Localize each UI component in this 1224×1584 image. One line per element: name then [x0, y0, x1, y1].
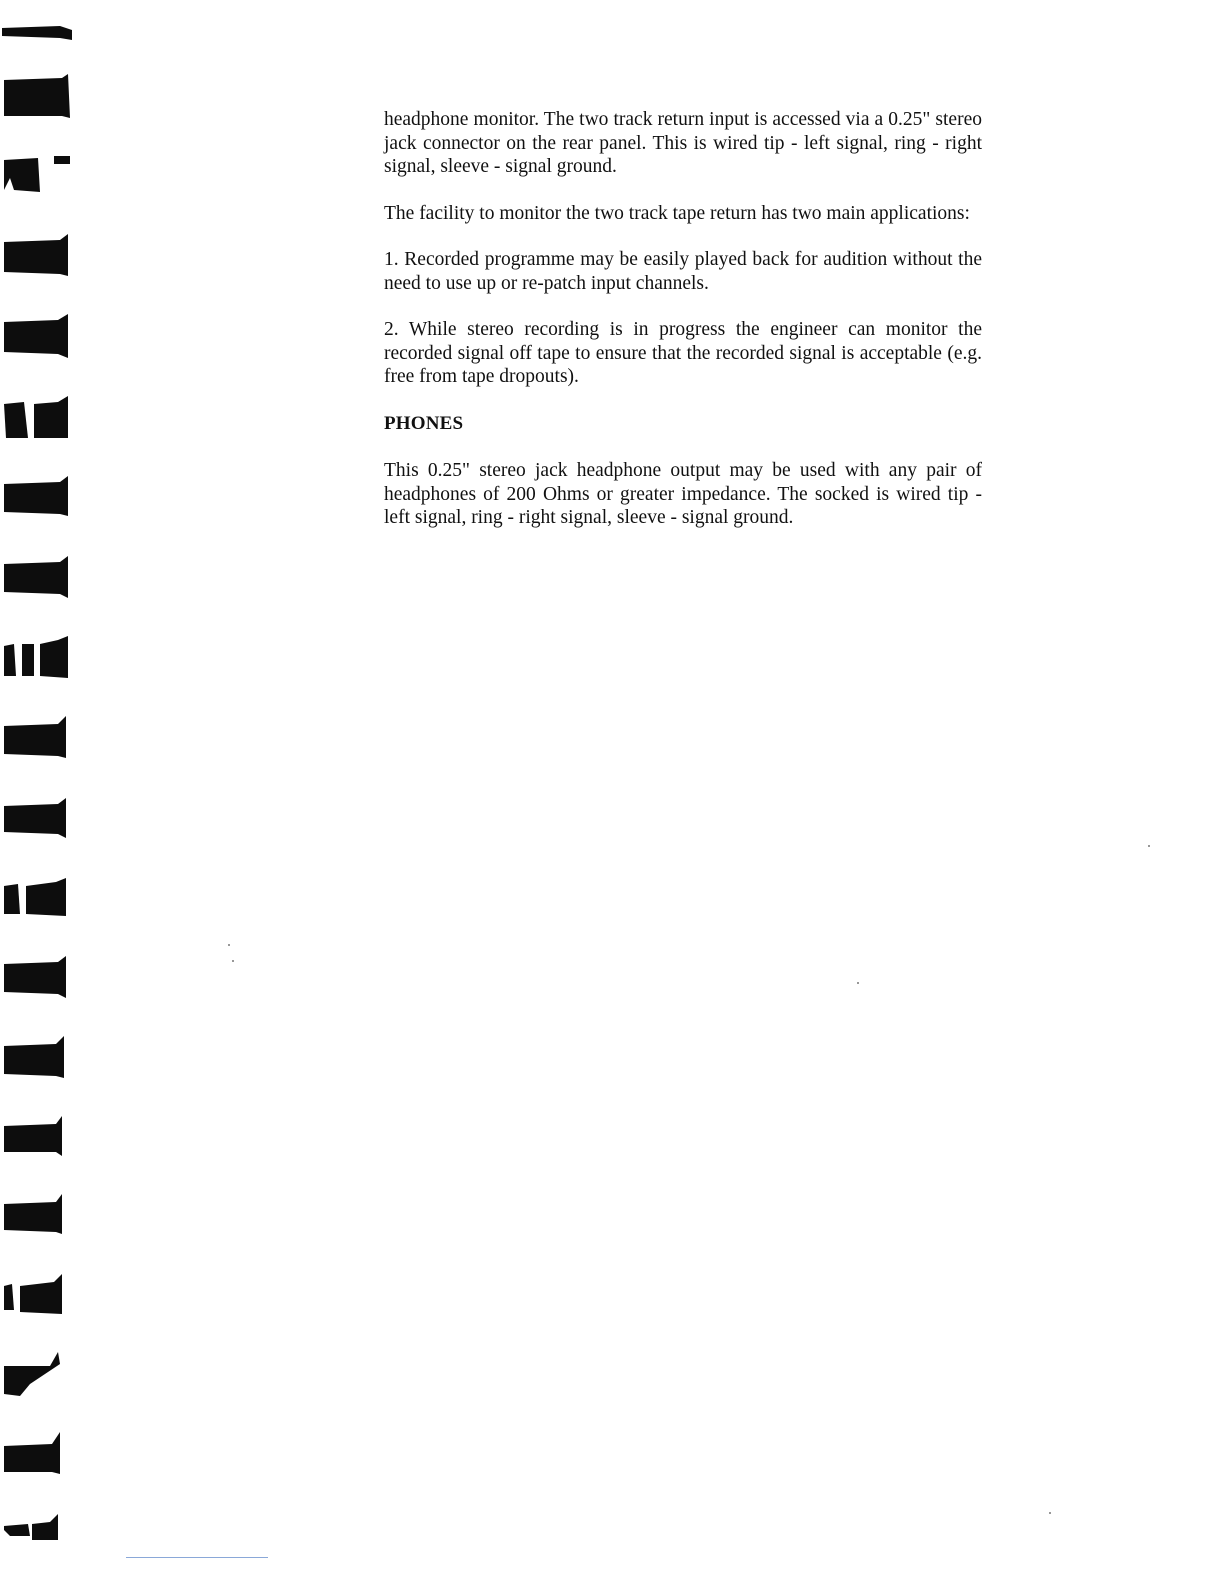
scan-speck	[857, 982, 859, 984]
scan-speck	[1148, 845, 1150, 847]
spiral-binding	[0, 0, 80, 1584]
scan-speck	[1049, 1512, 1051, 1514]
paragraph-phones: This 0.25" stereo jack headphone output may be used with any pair of headphones of 200 Ohms or greater impedance. The socked is wired tip - left signal, ring - right signal, sleeve - signal ground.	[384, 460, 982, 528]
paragraph-two-track-return: headphone monitor. The two track return input is accessed via a 0.25" stereo jack connector on the rear panel. This is wired tip - left signal, ring - right signal, sleeve - signal ground.	[384, 109, 982, 177]
scan-speck	[228, 944, 230, 946]
scan-speck	[232, 960, 234, 962]
paragraph-application-2: 2. While stereo recording is in progress the engineer can monitor the recorded signal off tape to ensure that the recorded signal is acceptable (e.g. free from tape dropouts).	[384, 319, 982, 387]
paragraph-application-1: 1. Recorded programme may be easily played back for audition without the need to use up or re-patch input channels.	[384, 249, 982, 294]
binding-holes-graphic	[0, 0, 80, 1584]
bottom-rule	[126, 1557, 268, 1558]
section-heading-phones: PHONES	[384, 412, 464, 434]
paragraph-applications-intro: The facility to monitor the two track tape return has two main applications:	[384, 202, 970, 224]
document-body	[384, 108, 982, 530]
